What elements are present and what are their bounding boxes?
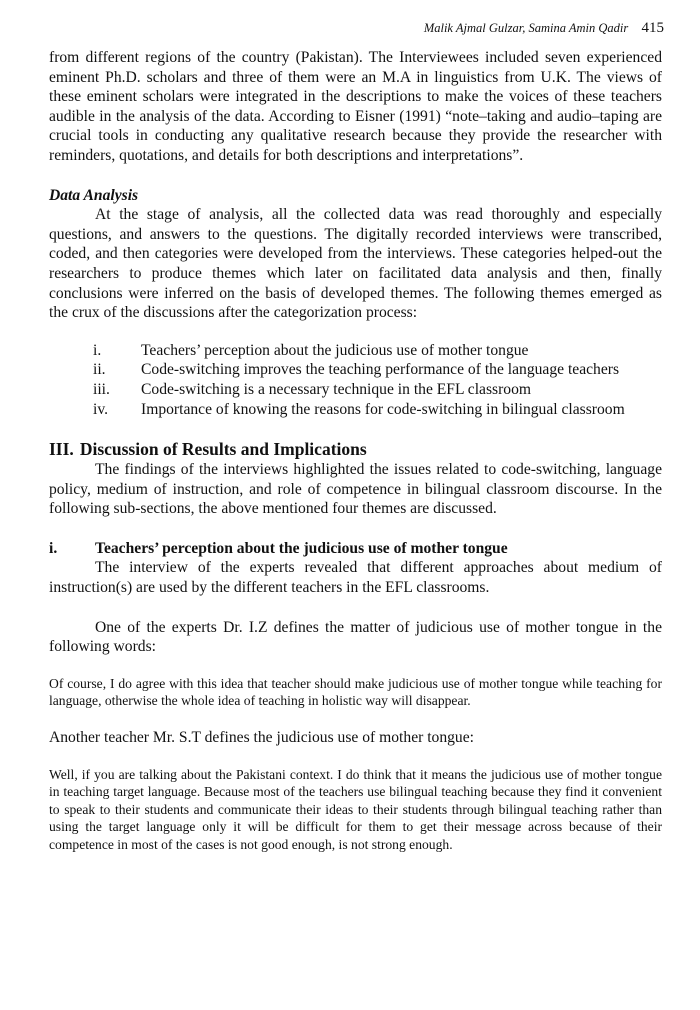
subsection-paragraph-1: The interview of the experts revealed that different approaches about medium of instruction(s) are used by the different teachers in the EFL classrooms. — [49, 559, 662, 597]
data-analysis-paragraph: At the stage of analysis, all the collected data was read thoroughly and especially questions, and answers to the questions. The digitally recorded interviews were transcribed, coded, and then categories were developed from the interviews. These categories helped-out the researchers to produce themes which later on facilitated data analysis and then, finally conclusions were inferred on the basis of developed themes. The following themes emerged as the crux of the discussions after the categorization process: — [49, 206, 662, 322]
block-quote-1: Of course, I do agree with this idea that teacher should make judicious use of mother tongue while teaching for language, otherwise the whole idea of teaching in holistic way will disappear. — [49, 675, 662, 709]
subsection-paragraph-2: One of the experts Dr. I.Z defines the matter of judicious use of mother tongue in the following words: — [49, 618, 662, 656]
running-head — [424, 20, 664, 37]
list-item-text: Teachers’ perception about the judicious use of mother tongue — [141, 341, 529, 359]
list-item — [49, 360, 662, 380]
list-numeral: iv. — [93, 400, 109, 418]
article-body — [49, 48, 662, 854]
list-item — [49, 341, 662, 361]
list-numeral: i. — [93, 341, 102, 359]
subsection-heading — [49, 539, 662, 559]
list-item-text: Importance of knowing the reasons for code-switching in bilingual classroom — [141, 400, 625, 418]
list-numeral: ii. — [93, 361, 106, 379]
data-analysis-heading: Data Analysis — [49, 186, 139, 204]
subsection-paragraph-3: Another teacher Mr. S.T defines the judicious use of mother tongue: — [49, 729, 474, 747]
list-item-text: Code-switching improves the teaching performance of the language teachers — [141, 361, 620, 379]
discussion-paragraph: The findings of the interviews highlighted the issues related to code-switching, language policy, medium of instruction, and role of competence in bilingual classroom discourse. In the following sub-sections, the above mentioned four themes are discussed. — [49, 461, 662, 518]
section-title: Discussion of Results and Implications — [79, 439, 367, 460]
themes-list — [49, 341, 662, 419]
subsection-numeral: i. — [49, 539, 58, 557]
subsection-title: Teachers’ perception about the judicious use of mother tongue — [95, 539, 508, 557]
list-item — [49, 400, 662, 420]
block-quote-2: Well, if you are talking about the Pakistani context. I do think that it means the judicious use of mother tongue in teaching target language. Because most of the teachers use bilingual teaching because they find it convenient to speak to their students and communicate their ideas to their students through bilingual teaching rather than using the target language only it will be difficult for them to get their message across because of their competence in most of the cases is not good enough, is not strong enough. — [49, 766, 662, 852]
list-item-text: Code-switching is a necessary technique in the EFL classroom — [141, 380, 532, 398]
section-numeral: III. — [49, 439, 74, 460]
list-numeral: iii. — [93, 380, 110, 398]
section-heading — [49, 439, 662, 460]
page-number: 415 — [641, 20, 664, 36]
list-item — [49, 380, 662, 400]
intro-paragraph: from different regions of the country (Pakistan). The Interviewees included seven experienced eminent Ph.D. scholars and three of them were an M.A in linguistics from U.K. The views of these eminent scholars were integrated in the descriptions to make the voices of these teachers audible in the analysis of the data. According to Eisner (1991) “note–taking and audio–taping are crucial tools in conducting any qualitative research because they provide the researcher with reminders, quotations, and details for both descriptions and interpretations”. — [49, 49, 662, 164]
running-head-authors: Malik Ajmal Gulzar, Samina Amin Qadir — [423, 21, 629, 35]
